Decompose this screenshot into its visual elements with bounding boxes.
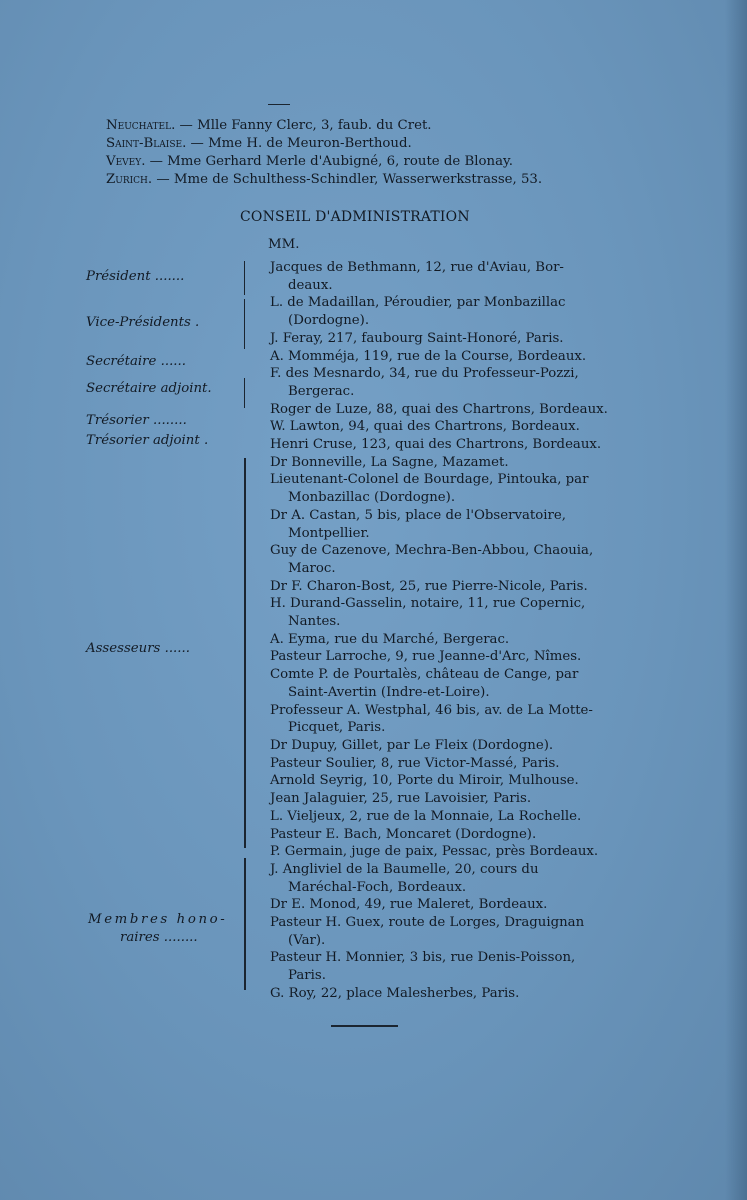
- role-vice-presidents: Vice-Présidents .: [86, 315, 200, 330]
- directory-line: Neuchatel. — Mlle Fanny Clerc, 3, faub. du Cret.: [106, 118, 432, 133]
- directory-line: Saint-Blaise. — Mme H. de Meuron-Berthoud.: [106, 136, 412, 151]
- list-item: J. Feray, 217, faubourg Saint-Honoré, Paris.: [270, 330, 564, 346]
- directory-line: Vevey. — Mme Gerhard Merle d'Aubigné, 6, route de Blonay.: [106, 154, 513, 169]
- list-item: Jacques de Bethmann, 12, rue d'Aviau, Bor- deaux.: [270, 260, 564, 293]
- list-item: Dr E. Monod, 49, rue Maleret, Bordeaux.: [270, 897, 548, 913]
- directory-list: [106, 117, 706, 189]
- list-item: Jean Jalaguier, 25, rue Lavoisier, Paris.: [270, 791, 532, 807]
- top-dash: [268, 104, 290, 105]
- list-item: Dr F. Charon-Bost, 25, rue Pierre-Nicole, Paris.: [270, 578, 588, 594]
- city-name: Zurich: [106, 172, 148, 187]
- bracket-president: [244, 261, 251, 295]
- role-assessors: Assesseurs ......: [86, 641, 190, 656]
- contact-text: — Mme de Schulthess-Schindler, Wasserwerkstrasse, 53.: [152, 172, 543, 187]
- list-item: Comte P. de Pourtalès, château de Cange, par Saint-Avertin (Indre-et-Loire).: [270, 667, 579, 700]
- list-item: Pasteur Larroche, 9, rue Jeanne-d'Arc, Nîmes.: [270, 649, 582, 665]
- role-secretary: Secrétaire ......: [86, 354, 186, 369]
- list-item: G. Roy, 22, place Malesherbes, Paris.: [270, 985, 520, 1001]
- list-item: A. Momméja, 119, rue de la Course, Bordeaux.: [270, 348, 587, 364]
- list-item: Professeur A. Westphal, 46 bis, av. de La Motte- Picquet, Paris.: [270, 702, 593, 736]
- city-name: Vevey: [106, 154, 142, 169]
- list-item: Arnold Seyrig, 10, Porte du Miroir, Mulhouse.: [270, 773, 579, 789]
- list-item: H. Durand-Gasselin, notaire, 11, rue Copernic, Nantes.: [270, 596, 586, 630]
- list-item: L. de Madaillan, Péroudier, par Monbazillac (Dordogne).: [270, 295, 566, 329]
- bottom-rule: [331, 1025, 398, 1027]
- member-list: [270, 259, 640, 1003]
- city-name: Saint-Blaise: [106, 136, 183, 151]
- city-name: Neuchatel: [106, 118, 172, 133]
- bracket-honorary-members: [244, 858, 252, 990]
- role-president: Président .......: [86, 269, 185, 284]
- directory-line: Zurich. — Mme de Schulthess-Schindler, Wasserwerkstrasse, 53.: [106, 172, 543, 187]
- role-assistant-secretary: Secrétaire adjoint.: [86, 381, 212, 396]
- list-item: A. Eyma, rue du Marché, Bergerac.: [270, 631, 510, 647]
- contact-text: — Mlle Fanny Clerc, 3, faub. du Cret.: [175, 118, 432, 133]
- list-item: F. des Mesnardo, 34, rue du Professeur-Pozzi, Bergerac.: [270, 366, 579, 399]
- section-title: CONSEIL D'ADMINISTRATION: [240, 209, 470, 225]
- bracket-assistant-secretary: [244, 378, 251, 408]
- list-item: Lieutenant-Colonel de Bourdage, Pintouka, par Monbazillac (Dordogne).: [270, 472, 589, 506]
- list-item: Roger de Luze, 88, quai des Chartrons, Bordeaux.: [270, 401, 608, 417]
- list-item: L. Vieljeux, 2, rue de la Monnaie, La Rochelle.: [270, 808, 582, 824]
- bracket-vice-presidents: [244, 299, 251, 349]
- list-item: J. Angliviel de la Baumelle, 20, cours du Maréchal-Foch, Bordeaux.: [270, 861, 539, 895]
- page-edge-shadow: [725, 0, 747, 1200]
- list-item: Pasteur Soulier, 8, rue Victor-Massé, Paris.: [270, 755, 560, 771]
- list-item: Dr A. Castan, 5 bis, place de l'Observatoire, Montpellier.: [270, 507, 566, 541]
- list-item: Dr Bonneville, La Sagne, Mazamet.: [270, 454, 509, 470]
- list-item: Pasteur H. Guex, route de Lorges, Draguignan (Var).: [270, 915, 585, 948]
- list-item: Dr Dupuy, Gillet, par Le Fleix (Dordogne).: [270, 737, 554, 753]
- list-item: P. Germain, juge de paix, Pessac, près Bordeaux.: [270, 844, 599, 860]
- mm-heading: MM.: [268, 237, 300, 252]
- list-item: Guy de Cazenove, Mechra-Ben-Abbou, Chaouia, Maroc.: [270, 543, 594, 576]
- role-honorary-members-cont: raires ........: [120, 930, 198, 945]
- role-honorary-members: Membres hono-: [88, 912, 228, 927]
- role-treasurer: Trésorier ........: [86, 413, 187, 428]
- list-item: Pasteur E. Bach, Moncaret (Dordogne).: [270, 826, 537, 842]
- contact-text: — Mme Gerhard Merle d'Aubigné, 6, route de Blonay.: [145, 154, 513, 169]
- contact-text: — Mme H. de Meuron-Berthoud.: [186, 136, 412, 151]
- list-item: W. Lawton, 94, quai des Chartrons, Bordeaux.: [270, 419, 580, 435]
- bracket-assessors: [244, 458, 252, 848]
- list-item: Henri Cruse, 123, quai des Chartrons, Bordeaux.: [270, 437, 602, 453]
- list-item: Pasteur H. Monnier, 3 bis, rue Denis-Poisson, Paris.: [270, 950, 576, 984]
- role-assistant-treasurer: Trésorier adjoint .: [86, 433, 209, 448]
